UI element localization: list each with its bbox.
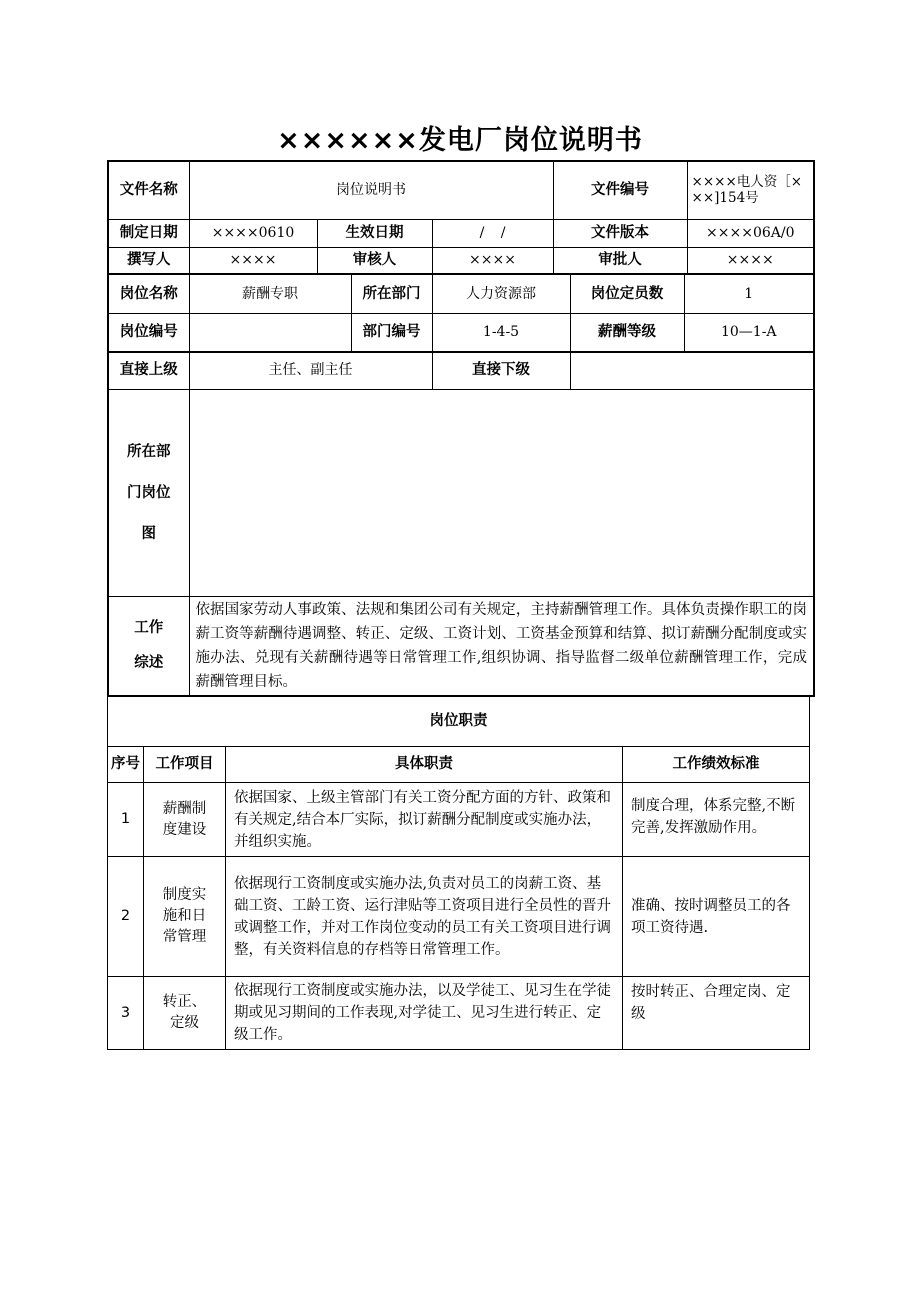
col-detail: 具体职责 (226, 747, 623, 783)
headcount-value: 1 (684, 275, 814, 314)
header-table (107, 160, 815, 275)
subordinate-label: 直接下级 (432, 352, 570, 390)
row-item: 转正、定级 (144, 977, 226, 1050)
summary-text: 依据国家劳动人事政策、法规和集团公司有关规定，主持薪酬管理工作。具体负责操作职工的岗薪工资等薪酬待遇调整、转正、定级、工资计划、工资基金预算和结算、拟订薪酬分配制度或实施办法、兑现有关薪酬待遇等日常管理工作,组织协调、指导监督二级单位薪酬管理工作，完成薪酬管理目标。 (189, 597, 814, 696)
row-detail: 依据现行工资制度或实施办法,负责对员工的岗薪工资、基础工资、工龄工资、运行津贴等工资项目进行全员性的晋升或调整工作，并对工作岗位变动的员工有关工资项目进行调整，有关资料信息的存档等日常管理工作。 (226, 857, 623, 977)
writer-value: ×××× (189, 247, 317, 274)
superior-label: 直接上级 (108, 352, 189, 390)
row-standard: 制度合理，体系完整,不断完善,发挥激励作用。 (623, 783, 810, 857)
dept-chart-area (189, 390, 814, 597)
dept-chart-label: 所在部门岗位图 (108, 390, 189, 597)
row-no: 2 (108, 857, 144, 977)
version-label: 文件版本 (553, 219, 687, 247)
effective-date-label: 生效日期 (317, 219, 432, 247)
superior-value: 主任、副主任 (189, 352, 432, 390)
position-code-label: 岗位编号 (108, 314, 189, 352)
row-standard: 按时转正、合理定岗、定级 (623, 977, 810, 1050)
writer-label: 撰写人 (108, 247, 189, 274)
salary-grade-value: 10—1-A (684, 314, 814, 352)
approver-label: 审批人 (553, 247, 687, 274)
dept-label: 所在部门 (351, 275, 432, 314)
table-row (108, 783, 810, 857)
duties-table (107, 696, 810, 1050)
dept-code-value: 1-4-5 (432, 314, 570, 352)
page-title: ××××××发电厂岗位说明书 (277, 125, 643, 156)
reviewer-label: 审核人 (317, 247, 432, 274)
made-date-value: ××××0610 (189, 219, 317, 247)
summary-label: 工作综述 (108, 597, 189, 696)
approver-value: ×××× (687, 247, 814, 274)
row-detail: 依据国家、上级主管部门有关工资分配方面的方针、政策和有关规定,结合本厂实际，拟订薪酬分配制度或实施办法，并组织实施。 (226, 783, 623, 857)
position-name-value: 薪酬专职 (189, 275, 351, 314)
doc-no-label: 文件编号 (553, 161, 687, 219)
version-value: ××××06A/0 (687, 219, 814, 247)
position-name-label: 岗位名称 (108, 275, 189, 314)
headcount-label: 岗位定员数 (570, 275, 684, 314)
doc-name-label: 文件名称 (108, 161, 189, 219)
effective-date-value: / / (432, 219, 553, 247)
col-item: 工作项目 (144, 747, 226, 783)
salary-grade-label: 薪酬等级 (570, 314, 684, 352)
row-standard: 准确、按时调整员工的各项工资待遇. (623, 857, 810, 977)
doc-name-value: 岗位说明书 (189, 161, 553, 219)
row-item: 薪酬制度建设 (144, 783, 226, 857)
table-row (108, 977, 810, 1050)
table-row (108, 857, 810, 977)
dept-code-label: 部门编号 (351, 314, 432, 352)
col-standard: 工作绩效标准 (623, 747, 810, 783)
row-no: 1 (108, 783, 144, 857)
made-date-label: 制定日期 (108, 219, 189, 247)
row-no: 3 (108, 977, 144, 1050)
col-no: 序号 (108, 747, 144, 783)
dept-value: 人力资源部 (432, 275, 570, 314)
duties-title: 岗位职责 (108, 697, 810, 747)
row-detail: 依据现行工资制度或实施办法，以及学徒工、见习生在学徒期或见习期间的工作表现,对学徒工、见习生进行转正、定级工作。 (226, 977, 623, 1050)
row-item: 制度实施和日常管理 (144, 857, 226, 977)
position-code-value (189, 314, 351, 352)
doc-no-value: ××××电人资［×××]154号 (687, 161, 814, 219)
subordinate-value (570, 352, 814, 390)
position-table-2 (107, 351, 815, 697)
position-table (107, 274, 815, 353)
reviewer-value: ×××× (432, 247, 553, 274)
